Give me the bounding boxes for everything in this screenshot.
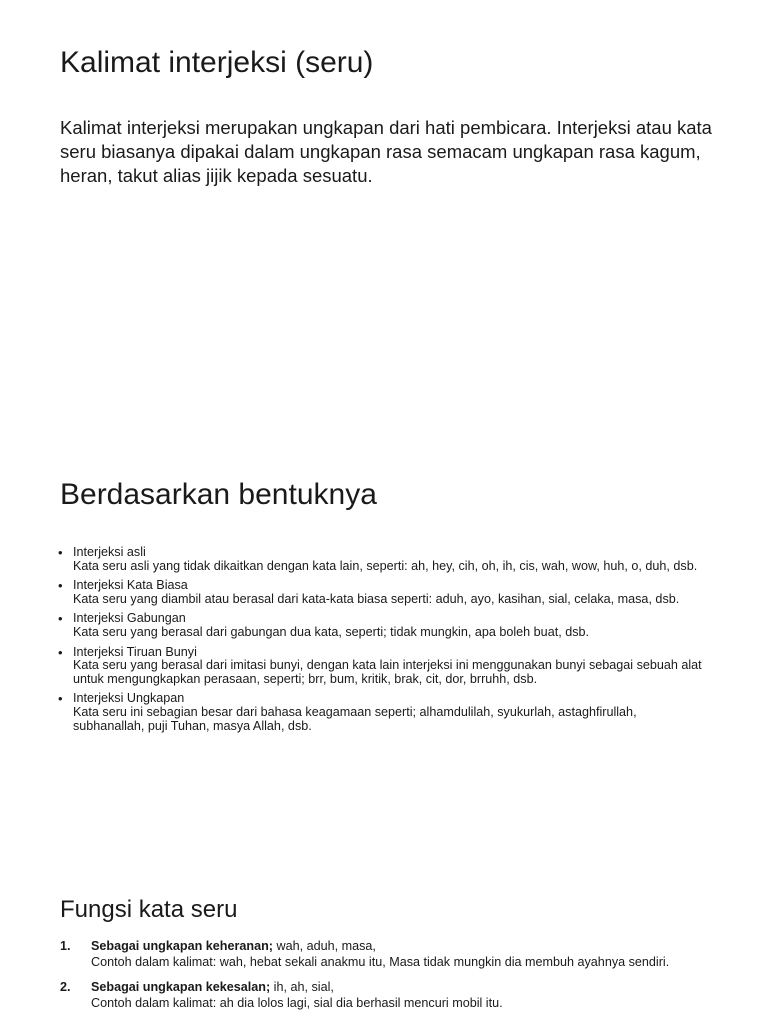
slide-body-text: Kalimat interjeksi merupakan ungkapan dari hati pembicara. Interjeksi atau kata seru biasanya dipakai dalam ungkapan rasa semacam ungkapan rasa kagum, heran, takut alias jijik kepada sesuatu. bbox=[60, 117, 712, 186]
list-item bbox=[58, 646, 708, 687]
slide-title: Fungsi kata seru bbox=[60, 896, 238, 923]
item-description: Kata seru yang berasal dari gabungan dua kata, seperti; tidak mungkin, apa boleh buat, dsb. bbox=[73, 624, 589, 639]
item-example: Contoh dalam kalimat: wah, hebat sekali anakmu itu, Masa tidak mungkin dia membuh ayahnya sendiri. bbox=[91, 954, 670, 969]
bullet-icon: • bbox=[58, 611, 63, 627]
item-heading: Interjeksi asli bbox=[73, 545, 146, 559]
item-number: 1. bbox=[60, 939, 71, 953]
slide-interjeksi-definition bbox=[0, 0, 768, 432]
item-lead: Sebagai ungkapan kekesalan; bbox=[91, 980, 271, 994]
item-heading: Interjeksi Ungkapan bbox=[73, 691, 185, 706]
list-item bbox=[58, 579, 708, 606]
item-words: wah, aduh, masa, bbox=[272, 939, 376, 953]
item-description: Kata seru asli yang tidak dikaitkan dengan kata lain, seperti: ah, hey, cih, oh, ih, cis, wah, wow, huh, o, duh, dsb. bbox=[73, 558, 698, 573]
list-item bbox=[58, 692, 708, 733]
slide-berdasarkan-bentuk bbox=[0, 432, 768, 864]
item-words: ih, ah, sial, bbox=[270, 980, 334, 994]
item-lead: Sebagai ungkapan keheranan; bbox=[91, 939, 273, 953]
list-item bbox=[60, 980, 720, 1011]
bullet-icon: • bbox=[58, 691, 63, 707]
item-heading: Interjeksi Kata Biasa bbox=[73, 578, 188, 593]
bullet-icon: • bbox=[58, 578, 63, 594]
item-heading: Interjeksi Tiruan Bunyi bbox=[73, 644, 197, 659]
item-description: Kata seru yang diambil atau berasal dari kata-kata biasa seperti: aduh, ayo, kasihan, sial, celaka, masa, dsb. bbox=[73, 591, 680, 606]
list-item bbox=[58, 612, 708, 639]
item-example: Contoh dalam kalimat: ah dia lolos lagi, sial dia berhasil mencuri mobil itu. bbox=[91, 995, 503, 1010]
slide-title: Berdasarkan bentuknya bbox=[60, 478, 377, 511]
list-item bbox=[58, 546, 708, 573]
item-description: Kata seru yang berasal dari imitasi bunyi, dengan kata lain interjeksi ini menggunakan bunyi sebagai sebuah alat untuk mengungkapkan perasaan, seperti; brr, bum, kritik, brak, cit, dor, brruhh, dsb. bbox=[73, 658, 702, 686]
numbered-list bbox=[60, 939, 720, 1021]
item-description: Kata seru ini sebagian besar dari bahasa keagamaan seperti; alhamdulilah, syukurlah, astaghfirullah, subhanallah, puji Tuhan, masya Allah, dsb. bbox=[73, 704, 637, 733]
bullet-list bbox=[58, 546, 708, 739]
slide-title: Kalimat interjeksi (seru) bbox=[60, 46, 374, 79]
list-item bbox=[60, 939, 720, 970]
item-heading: Interjeksi Gabungan bbox=[73, 611, 186, 626]
bullet-icon: • bbox=[58, 644, 63, 660]
item-number: 2. bbox=[60, 980, 71, 994]
bullet-icon: • bbox=[58, 545, 63, 560]
slide-fungsi-kata-seru bbox=[0, 864, 768, 1024]
